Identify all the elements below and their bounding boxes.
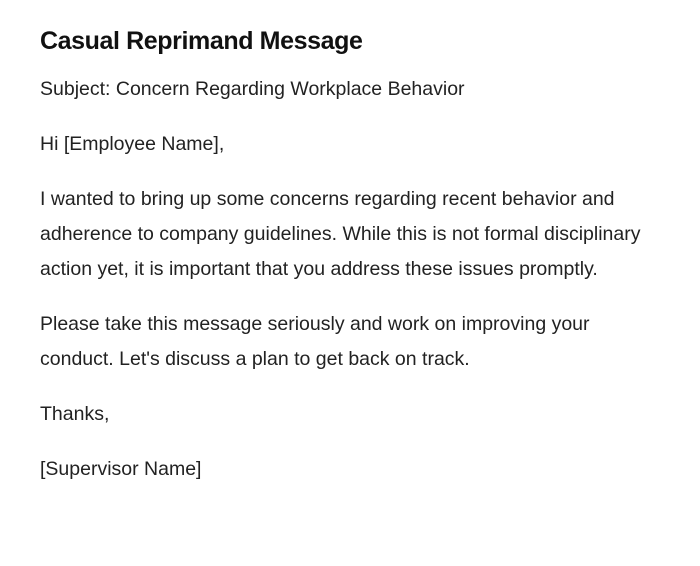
body-paragraph-1: I wanted to bring up some concerns regarding recent behavior and adherence to company guidelines. While this is not formal disciplinary action yet, it is important that you address these issues promptly. <box>40 188 641 280</box>
closing: Thanks, <box>40 403 110 425</box>
document-title: Casual Reprimand Message <box>40 27 363 55</box>
greeting: Hi [Employee Name], <box>40 133 225 155</box>
subject-line: Subject: Concern Regarding Workplace Behavior <box>40 78 465 100</box>
signature: [Supervisor Name] <box>40 458 202 480</box>
document-body <box>40 24 660 507</box>
body-paragraph-2: Please take this message seriously and work on improving your conduct. Let's discuss a plan to get back on track. <box>40 313 590 370</box>
